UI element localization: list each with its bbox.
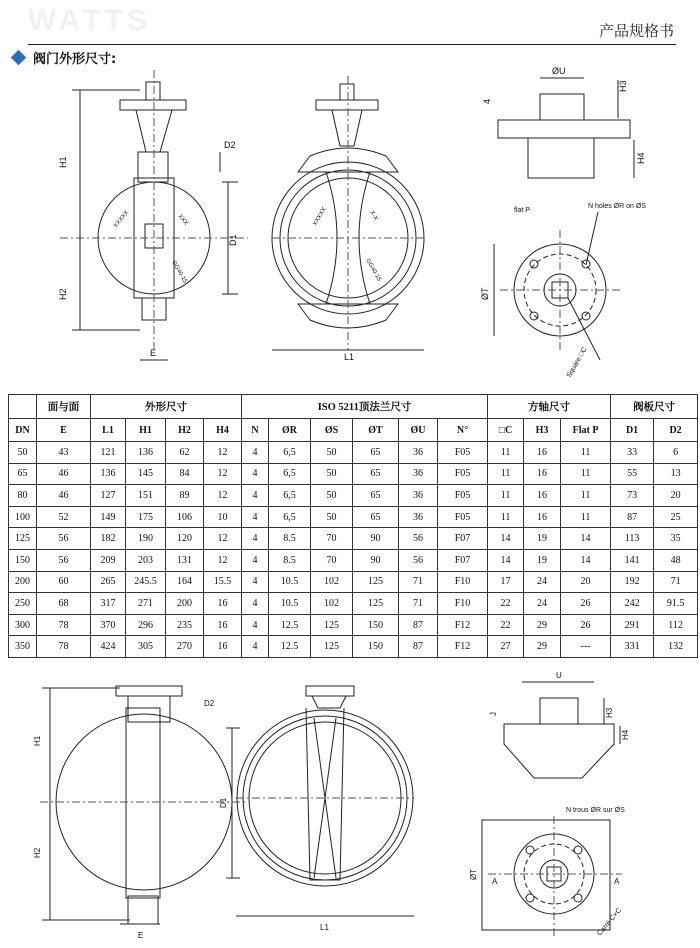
table-cell: 29 <box>524 614 561 636</box>
table-cell: 29 <box>524 636 561 658</box>
table-cell: 56 <box>399 549 438 571</box>
table-cell: 70 <box>311 549 353 571</box>
table-cell: 100 <box>9 506 37 528</box>
table-cell: 12 <box>204 485 242 507</box>
table-cell: 200 <box>166 593 204 615</box>
column-header: N <box>242 419 269 442</box>
table-cell: 26 <box>561 614 611 636</box>
label-h4-b: H4 <box>621 729 630 740</box>
table-cell: 50 <box>311 506 353 528</box>
table-row <box>9 636 698 658</box>
table-cell: F07 <box>438 549 488 571</box>
table-cell: 265 <box>91 571 126 593</box>
casting-mark-c: GG40-15 <box>170 260 188 285</box>
table-cell: 16 <box>524 442 561 464</box>
label-e: E <box>150 348 157 358</box>
header-rule <box>28 44 676 45</box>
table-cell: 36 <box>399 506 438 528</box>
table-cell: 192 <box>611 571 654 593</box>
watermark-logo: WATTS <box>28 4 151 37</box>
flange-section-top <box>498 78 634 178</box>
table-cell: F05 <box>438 442 488 464</box>
table-cell: 4 <box>242 485 269 507</box>
table-cell: 56 <box>37 549 91 571</box>
table-cell: 71 <box>399 593 438 615</box>
column-header: H3 <box>524 419 561 442</box>
table-cell: 36 <box>399 463 438 485</box>
table-cell: 84 <box>166 463 204 485</box>
label-d1-b: D1 <box>219 797 228 808</box>
table-cell: 235 <box>166 614 204 636</box>
table-cell: 19 <box>524 549 561 571</box>
table-header-row <box>9 419 698 442</box>
table-cell: 175 <box>126 506 166 528</box>
table-cell: 4 <box>242 463 269 485</box>
table-cell: 296 <box>126 614 166 636</box>
table-cell: 4 <box>242 549 269 571</box>
table-cell: 131 <box>166 549 204 571</box>
table-cell: 370 <box>91 614 126 636</box>
table-cell: 317 <box>91 593 126 615</box>
table-cell: 4 <box>242 442 269 464</box>
table-cell: 4 <box>242 593 269 615</box>
table-row <box>9 485 698 507</box>
column-header: ØT <box>353 419 399 442</box>
table-cell: 125 <box>311 614 353 636</box>
table-cell: 141 <box>611 549 654 571</box>
table-cell: 70 <box>311 528 353 550</box>
table-cell: 87 <box>399 614 438 636</box>
label-holes-b: N trous ØR sur ØS <box>566 807 625 814</box>
table-cell: 125 <box>311 636 353 658</box>
table-cell: 300 <box>9 614 37 636</box>
casting-mark-b: XXX <box>176 213 189 227</box>
table-cell: 6,5 <box>269 506 311 528</box>
table-cell: 120 <box>166 528 204 550</box>
table-cell: 62 <box>166 442 204 464</box>
table-cell: 78 <box>37 614 91 636</box>
table-cell: 91.5 <box>654 593 698 615</box>
column-header: Flat P <box>561 419 611 442</box>
label-ot-b: ØT <box>469 868 478 880</box>
table-cell: 4 <box>242 636 269 658</box>
table-cell: 12 <box>204 442 242 464</box>
column-header: L1 <box>91 419 126 442</box>
table-cell: 65 <box>353 442 399 464</box>
table-cell: 48 <box>654 549 698 571</box>
table-row <box>9 593 698 615</box>
table-cell: F12 <box>438 636 488 658</box>
table-cell: 12.5 <box>269 614 311 636</box>
table-cell: 145 <box>126 463 166 485</box>
table-cell: 16 <box>204 636 242 658</box>
label-square-b: Carré C×C <box>596 907 624 938</box>
table-cell: 305 <box>126 636 166 658</box>
table-cell: 113 <box>611 528 654 550</box>
table-cell: 4 <box>242 571 269 593</box>
table-cell: 209 <box>91 549 126 571</box>
table-cell: 24 <box>524 593 561 615</box>
label-d2: D2 <box>224 140 236 150</box>
column-header: ØU <box>399 419 438 442</box>
table-cell: 78 <box>37 636 91 658</box>
label-h1: H1 <box>58 156 68 168</box>
table-cell: 164 <box>166 571 204 593</box>
table-cell: 22 <box>488 614 524 636</box>
table-cell: 350 <box>9 636 37 658</box>
table-cell: 56 <box>399 528 438 550</box>
side-mark-a: XXXXX <box>312 206 328 227</box>
table-cell: 16 <box>524 463 561 485</box>
table-row <box>9 528 698 550</box>
column-header: N° <box>438 419 488 442</box>
table-cell: 11 <box>561 485 611 507</box>
label-h2: H2 <box>58 288 68 300</box>
table-cell: 8.5 <box>269 528 311 550</box>
table-row <box>9 571 698 593</box>
table-cell: 33 <box>611 442 654 464</box>
table-cell: 242 <box>611 593 654 615</box>
table-cell: F05 <box>438 463 488 485</box>
column-header: D1 <box>611 419 654 442</box>
table-cell: 14 <box>488 528 524 550</box>
side-mark-b: X-X <box>368 210 379 222</box>
label-j: 4 <box>482 98 492 104</box>
label-h2-b: H2 <box>33 847 42 858</box>
table-cell: 46 <box>37 463 91 485</box>
group-square-shaft: 方轴尺寸 <box>488 395 611 419</box>
group-disc: 阀板尺寸 <box>611 395 698 419</box>
table-cell: 200 <box>9 571 37 593</box>
casting-mark-a: XXXXX <box>112 210 131 230</box>
table-cell: 331 <box>611 636 654 658</box>
table-cell: 50 <box>9 442 37 464</box>
group-empty <box>9 395 37 419</box>
table-cell: 250 <box>9 593 37 615</box>
table-row <box>9 442 698 464</box>
table-cell: 65 <box>353 463 399 485</box>
table-cell: 14 <box>561 549 611 571</box>
side-view-top <box>272 76 424 350</box>
table-cell: 89 <box>166 485 204 507</box>
table-cell: F07 <box>438 528 488 550</box>
table-cell: 65 <box>353 506 399 528</box>
table-cell: 20 <box>561 571 611 593</box>
table-cell: 127 <box>91 485 126 507</box>
table-cell: 10.5 <box>269 593 311 615</box>
table-cell: 6 <box>654 442 698 464</box>
table-cell: 16 <box>524 506 561 528</box>
table-cell: 11 <box>561 506 611 528</box>
table-cell: 125 <box>9 528 37 550</box>
table-cell: 112 <box>654 614 698 636</box>
table-cell: 16 <box>524 485 561 507</box>
table-cell: 149 <box>91 506 126 528</box>
table-cell: 11 <box>488 442 524 464</box>
table-cell: 182 <box>91 528 126 550</box>
table-row <box>9 614 698 636</box>
front-view-bottom <box>40 686 248 924</box>
table-cell: 12 <box>204 463 242 485</box>
label-d2-b: D2 <box>204 699 215 708</box>
table-cell: 4 <box>242 506 269 528</box>
column-header: ØS <box>311 419 353 442</box>
table-cell: 125 <box>353 593 399 615</box>
table-cell: 121 <box>91 442 126 464</box>
table-cell: 14 <box>561 528 611 550</box>
table-cell: 46 <box>37 485 91 507</box>
column-header: H2 <box>166 419 204 442</box>
table-cell: 11 <box>561 463 611 485</box>
table-cell: 6,5 <box>269 485 311 507</box>
table-cell: 50 <box>311 485 353 507</box>
table-cell: 55 <box>611 463 654 485</box>
top-technical-drawing <box>0 60 700 390</box>
label-h3: H3 <box>618 80 628 92</box>
table-cell: 6,5 <box>269 463 311 485</box>
table-cell: 24 <box>524 571 561 593</box>
table-cell: F05 <box>438 506 488 528</box>
table-cell: 50 <box>311 442 353 464</box>
table-cell: 8.5 <box>269 549 311 571</box>
table-cell: 15.5 <box>204 571 242 593</box>
table-cell: 102 <box>311 571 353 593</box>
label-h4: H4 <box>636 152 646 164</box>
label-u-b: U <box>556 671 562 680</box>
table-body <box>9 442 698 658</box>
table-cell: 203 <box>126 549 166 571</box>
table-cell: 68 <box>37 593 91 615</box>
label-square: Square □C <box>565 346 589 379</box>
table-cell: 4 <box>242 528 269 550</box>
table-cell: F10 <box>438 571 488 593</box>
table-cell: 52 <box>37 506 91 528</box>
table-cell: 245.5 <box>126 571 166 593</box>
label-j-b: J <box>489 712 498 716</box>
table-cell: 17 <box>488 571 524 593</box>
table-cell: 136 <box>126 442 166 464</box>
column-header: H4 <box>204 419 242 442</box>
label-ou: ØU <box>552 66 566 76</box>
label-a-right: A <box>614 877 620 886</box>
table-cell: 87 <box>399 636 438 658</box>
label-h1-b: H1 <box>33 735 42 746</box>
table-cell: 10.5 <box>269 571 311 593</box>
bottom-technical-drawing <box>0 668 700 948</box>
section-title: 阀门外形尺寸: <box>33 52 117 67</box>
table-cell: 125 <box>353 571 399 593</box>
table-cell: 106 <box>166 506 204 528</box>
table-cell: 424 <box>91 636 126 658</box>
table-cell: 87 <box>611 506 654 528</box>
table-row <box>9 506 698 528</box>
column-header: ØR <box>269 419 311 442</box>
table-cell: 14 <box>488 549 524 571</box>
table-row <box>9 463 698 485</box>
table-cell: 11 <box>488 463 524 485</box>
table-cell: 65 <box>9 463 37 485</box>
label-d1: D1 <box>228 234 238 246</box>
front-view-top <box>60 70 248 360</box>
table-cell: 6,5 <box>269 442 311 464</box>
dimension-table <box>8 394 698 658</box>
label-ot: ØT <box>480 287 490 300</box>
table-cell: F05 <box>438 485 488 507</box>
table-cell: 12 <box>204 549 242 571</box>
table-cell: 90 <box>353 528 399 550</box>
label-l1-b: L1 <box>320 923 329 932</box>
column-header: H1 <box>126 419 166 442</box>
table-cell: 56 <box>37 528 91 550</box>
label-flat-p: flat P <box>514 207 530 214</box>
table-cell: 16 <box>204 593 242 615</box>
side-view-bottom <box>236 686 414 916</box>
table-cell: --- <box>561 636 611 658</box>
table-cell: 35 <box>654 528 698 550</box>
table-cell: 12.5 <box>269 636 311 658</box>
table-cell: 11 <box>561 442 611 464</box>
flange-plan-bottom <box>482 816 622 936</box>
label-holes: N holes ØR on ØS <box>588 203 646 210</box>
table-cell: 150 <box>9 549 37 571</box>
table-cell: 190 <box>126 528 166 550</box>
table-cell: 270 <box>166 636 204 658</box>
column-header: DN <box>9 419 37 442</box>
table-cell: 132 <box>654 636 698 658</box>
table-cell: 36 <box>399 485 438 507</box>
table-cell: 102 <box>311 593 353 615</box>
column-header: □C <box>488 419 524 442</box>
label-l1: L1 <box>344 352 355 362</box>
table-cell: 19 <box>524 528 561 550</box>
table-cell: 20 <box>654 485 698 507</box>
table-cell: 27 <box>488 636 524 658</box>
table-cell: 60 <box>37 571 91 593</box>
group-overall-dims: 外形尺寸 <box>91 395 242 419</box>
table-cell: F12 <box>438 614 488 636</box>
column-header: D2 <box>654 419 698 442</box>
flange-section-bottom <box>504 682 620 778</box>
table-group-row <box>9 395 698 419</box>
table-cell: 80 <box>9 485 37 507</box>
table-cell: 50 <box>311 463 353 485</box>
table-cell: 11 <box>488 485 524 507</box>
table-cell: 291 <box>611 614 654 636</box>
table-cell: 73 <box>611 485 654 507</box>
table-cell: 22 <box>488 593 524 615</box>
table-row <box>9 549 698 571</box>
table-cell: 90 <box>353 549 399 571</box>
table-cell: 10 <box>204 506 242 528</box>
flange-plan-top <box>494 212 620 360</box>
side-mark-c: GG40-15 <box>364 258 382 283</box>
table-cell: 36 <box>399 442 438 464</box>
group-face-to-face: 面与面 <box>37 395 91 419</box>
table-cell: 71 <box>654 571 698 593</box>
table-cell: 26 <box>561 593 611 615</box>
table-cell: 271 <box>126 593 166 615</box>
label-h3-b: H3 <box>605 707 614 718</box>
table-cell: 65 <box>353 485 399 507</box>
table-cell: 43 <box>37 442 91 464</box>
table-cell: 13 <box>654 463 698 485</box>
table-cell: 71 <box>399 571 438 593</box>
table-cell: 11 <box>488 506 524 528</box>
table-cell: 136 <box>91 463 126 485</box>
table-cell: F10 <box>438 593 488 615</box>
label-a-left: A <box>492 877 498 886</box>
column-header: E <box>37 419 91 442</box>
table-cell: 16 <box>204 614 242 636</box>
table-cell: 12 <box>204 528 242 550</box>
table-cell: 150 <box>353 614 399 636</box>
table-cell: 25 <box>654 506 698 528</box>
table-cell: 151 <box>126 485 166 507</box>
table-cell: 150 <box>353 636 399 658</box>
table-cell: 4 <box>242 614 269 636</box>
document-title: 产品规格书 <box>598 22 674 40</box>
group-iso-flange: ISO 5211顶法兰尺寸 <box>242 395 488 419</box>
label-e-b: E <box>138 931 144 940</box>
